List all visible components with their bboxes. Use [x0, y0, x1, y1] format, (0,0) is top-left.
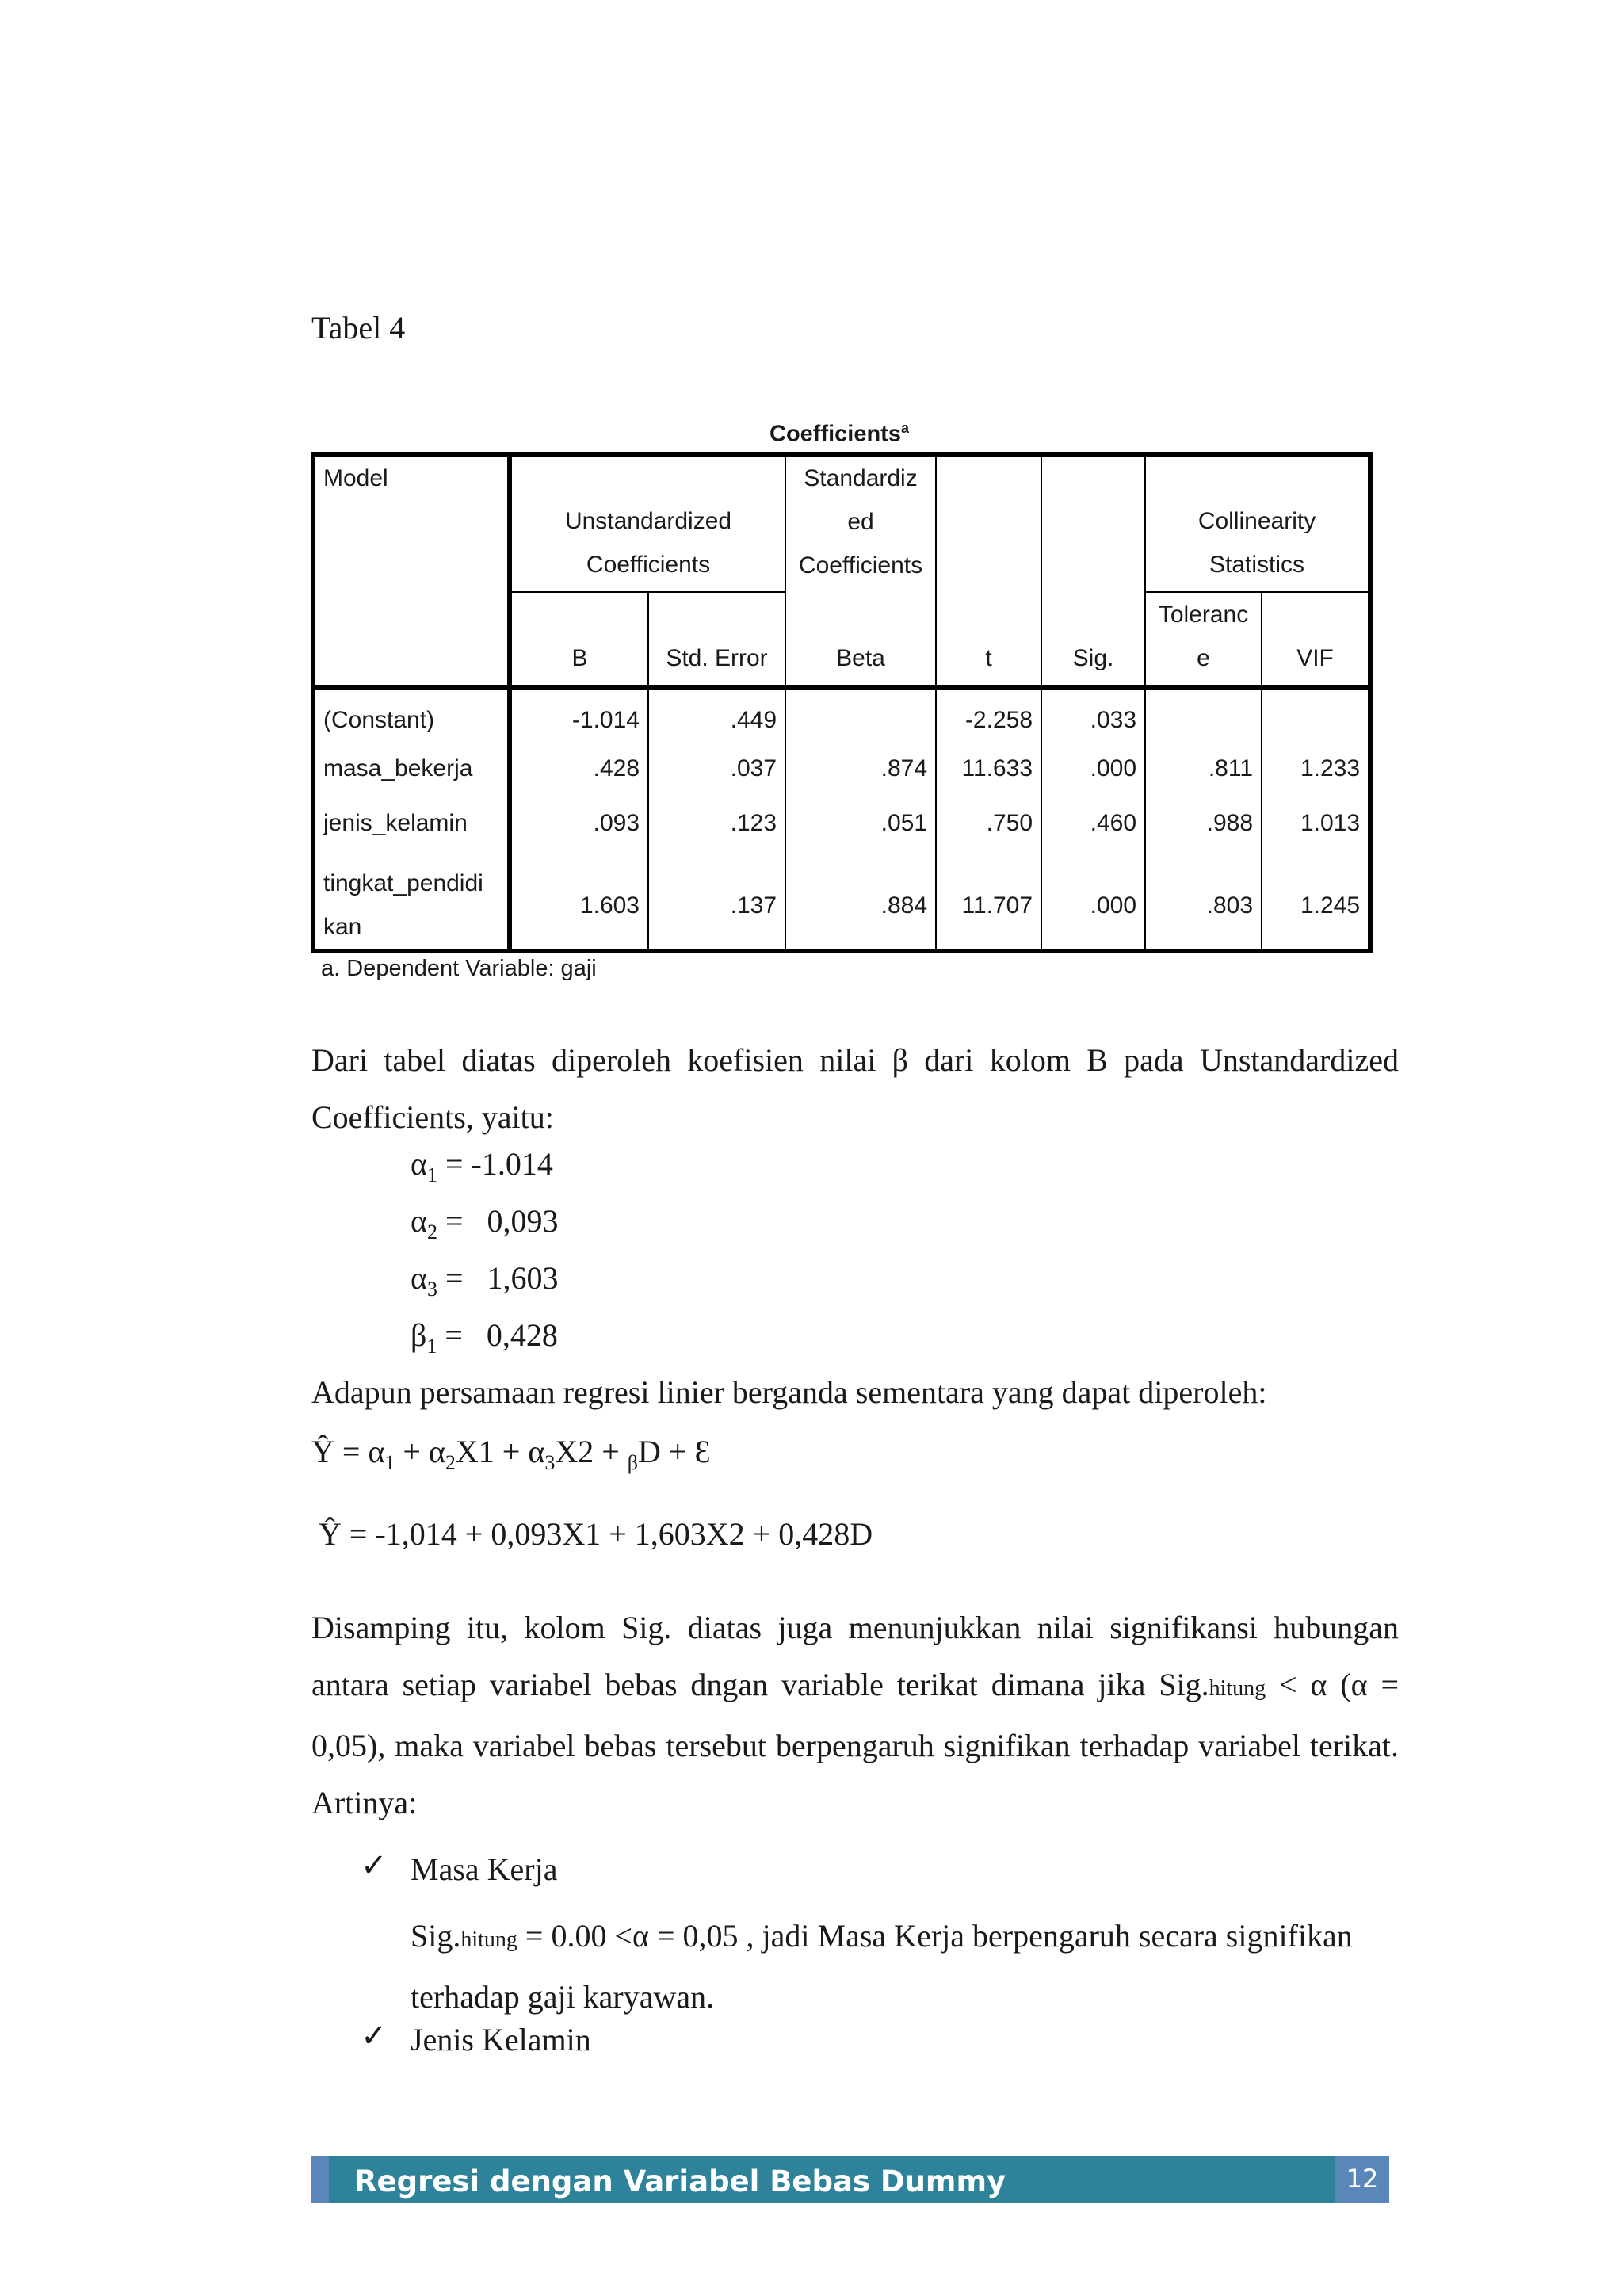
check-mark-icon: ✓	[361, 2018, 388, 2053]
header-tolerance: Toleranc e	[1145, 592, 1262, 687]
cell-t: .750	[936, 795, 1041, 852]
coefficient-alpha3: $\alpha_3 = 1,603$	[411, 1260, 559, 1301]
cell-t: -2.258	[936, 687, 1041, 743]
item-description-masa-kerja: Sig.hitung = 0.00 <α = 0,05 , jadi Masa Kerja berpengaruh secara signifikan terhadap gaji karyawan.	[411, 1918, 1353, 2015]
row-label: tingkat_pendidi kan	[313, 852, 510, 951]
cell-tolerance	[1145, 687, 1262, 743]
table-footnote: a. Dependent Variable: gaji	[321, 956, 597, 981]
cell-sig: .033	[1041, 687, 1145, 743]
header-standardized: Standardiz ed Coefficients	[785, 454, 936, 592]
cell-beta: .884	[785, 852, 936, 951]
cell-b: .093	[510, 795, 648, 852]
cell-beta	[785, 687, 936, 743]
footer-accent-stripe	[311, 2156, 329, 2203]
row-label: (Constant)	[313, 687, 510, 743]
table-row	[313, 795, 1370, 852]
cell-tolerance: .803	[1145, 852, 1262, 951]
row-label: jenis_kelamin	[313, 795, 510, 852]
page-number: 12	[1346, 2164, 1379, 2194]
cell-vif	[1262, 687, 1370, 743]
header-collinearity: Collinearity Statistics	[1145, 454, 1370, 592]
coefficients-table	[311, 452, 1373, 953]
table-row	[313, 852, 1370, 951]
equation-intro: Adapun persamaan regresi linier berganda sementara yang dapat diperoleh:	[311, 1374, 1267, 1410]
cell-tolerance: .811	[1145, 743, 1262, 795]
cell-t: 11.633	[936, 743, 1041, 795]
table-caption: Tabel 4	[311, 310, 406, 346]
header-vif: VIF	[1262, 592, 1370, 687]
paragraph-coefficients-intro: Dari tabel diatas diperoleh koefisien nilai β dari kolom B pada Unstandardized Coefficients, yaitu:	[311, 1042, 1399, 1135]
cell-b: .428	[510, 743, 648, 795]
check-mark-icon: ✓	[361, 1847, 388, 1883]
cell-t: 11.707	[936, 852, 1041, 951]
coefficient-alpha2: $\alpha_2 = 0,093$	[411, 1203, 559, 1244]
row-label: masa_bekerja	[313, 743, 510, 795]
cell-beta: .874	[785, 743, 936, 795]
header-unstandardized: Unstandardized Coefficients	[510, 454, 785, 592]
header-model: Model	[313, 454, 510, 687]
item-label-jenis-kelamin: Jenis Kelamin	[411, 2022, 591, 2057]
cell-std-error: .123	[648, 795, 785, 852]
cell-b: 1.603	[510, 852, 648, 951]
equation-numeric: Ŷ = -1,014 + 0,093X1 + 1,603X2 + 0,428D	[319, 1516, 873, 1552]
footer-title: Regresi dengan Variabel Bebas Dummy	[354, 2164, 1006, 2199]
header-b: B	[510, 592, 648, 687]
equation-general: Ŷ = $\alpha_1 + \alpha_2X1 + \alpha_3X2 + _\beta D$ + Ɛ	[311, 1434, 711, 1474]
table-title-text: Coefficients	[769, 421, 901, 447]
cell-sig: .000	[1041, 852, 1145, 951]
cell-tolerance: .988	[1145, 795, 1262, 852]
cell-vif: 1.013	[1262, 795, 1370, 852]
header-sig: Sig.	[1041, 454, 1145, 687]
cell-std-error: .137	[648, 852, 785, 951]
table-row	[313, 743, 1370, 795]
cell-std-error: .449	[648, 687, 785, 743]
cell-vif: 1.233	[1262, 743, 1370, 795]
cell-std-error: .037	[648, 743, 785, 795]
coefficient-alpha1: $\alpha_1 = -1.014$	[411, 1146, 553, 1186]
cell-sig: .000	[1041, 743, 1145, 795]
table-title	[311, 420, 1368, 448]
table-title-superscript: a	[900, 420, 909, 436]
paragraph-significance: Disamping itu, kolom Sig. diatas juga menunjukkan nilai signifikansi hubungan antara setiap variabel bebas dngan variable terikat dimana jika Sig.hitung < α (α = 0,05), maka variabel bebas tersebut berpengaruh signifikan terhadap variabel terikat. Artinya:	[311, 1610, 1399, 1820]
header-t: t	[936, 454, 1041, 687]
cell-beta: .051	[785, 795, 936, 852]
header-std-error: Std. Error	[648, 592, 785, 687]
coefficient-beta1: $\beta_1 = 0,428$	[411, 1317, 558, 1358]
cell-sig: .460	[1041, 795, 1145, 852]
item-label-masa-kerja: Masa Kerja	[411, 1851, 558, 1887]
header-beta: Beta	[785, 592, 936, 687]
table-row	[313, 687, 1370, 743]
cell-vif: 1.245	[1262, 852, 1370, 951]
cell-b: -1.014	[510, 687, 648, 743]
